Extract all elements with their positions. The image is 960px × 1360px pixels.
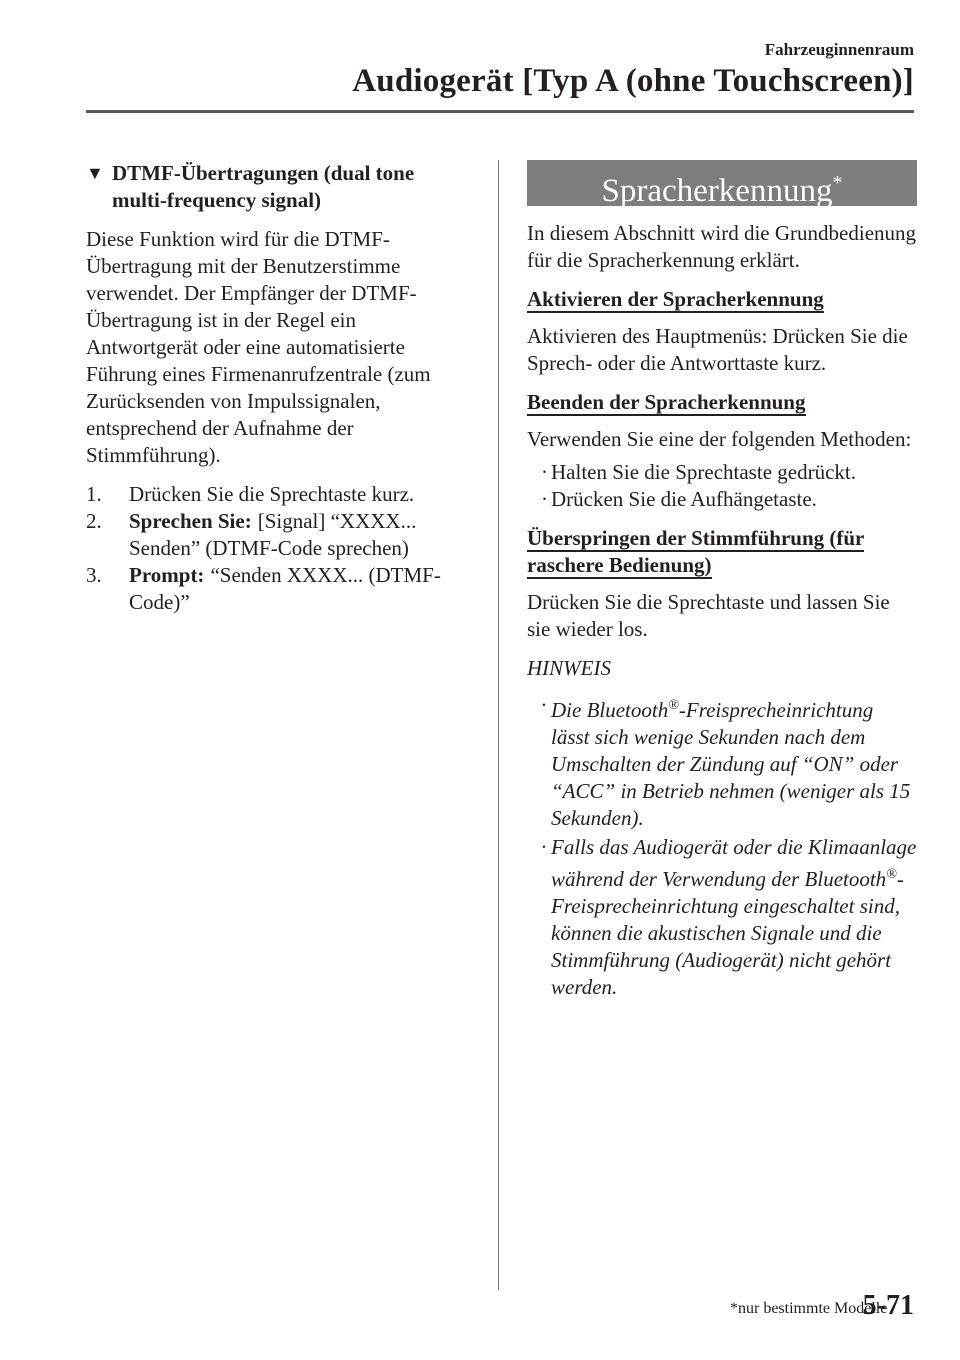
skip-text: Drücken Sie die Sprechtaste und lassen Sie sie wieder los. bbox=[527, 590, 890, 641]
section-banner bbox=[527, 160, 917, 209]
footnote: *nur bestimmte Modelle bbox=[730, 1300, 888, 1317]
step-text: [Signal] “XXXX... Senden” (DTMF-Code sprechen) bbox=[129, 509, 417, 560]
end-bullet-list bbox=[527, 459, 917, 513]
left-column bbox=[86, 160, 466, 616]
step-item bbox=[86, 481, 466, 508]
bullet-icon: · bbox=[541, 460, 548, 484]
bullet-icon: · bbox=[541, 693, 547, 717]
list-item: · Drücken Sie die Aufhängetaste. bbox=[541, 487, 817, 511]
step-number: 1. bbox=[86, 482, 102, 506]
list-item: · Halten Sie die Sprechtaste gedrückt. bbox=[541, 460, 856, 484]
section-intro: In diesem Abschnitt wird die Grundbedienung für die Spracherkennung erklärt. bbox=[527, 221, 917, 272]
note-text: Falls das Audiogerät oder die Klimaanlage während der Verwendung der Bluetooth®-Freisprecheinrichtung eingeschaltet sind, können die akustischen Signale und die Stimmführung (Audiogerät) nicht gehört werden. bbox=[551, 835, 917, 999]
dtmf-heading-text: DTMF-Übertragungen (dual tone multi-frequency signal) bbox=[112, 161, 415, 212]
dtmf-intro: Diese Funktion wird für die DTMF-Übertragung mit der Benutzerstimme verwendet. Der Empfänger der DTMF-Übertragung ist in der Regel ein Antwortgerät oder eine automatisierte Führung eines Firmenanrufzentrale (zum Zurücksenden von Impulssignalen, entsprechend der Aufnahme der Stimmführung). bbox=[86, 227, 431, 467]
note-item bbox=[541, 692, 917, 832]
note-item bbox=[541, 834, 917, 1001]
step-body bbox=[129, 562, 466, 616]
page-title: Audiogerät [Typ A (ohne Touchscreen)] bbox=[352, 63, 914, 99]
step-number: 3. bbox=[86, 563, 102, 587]
step-text: “Senden XXXX... (DTMF-Code)” bbox=[129, 563, 441, 614]
end-heading: Beenden der Spracherkennung bbox=[527, 390, 806, 414]
end-text: Verwenden Sie eine der folgenden Methoden: bbox=[527, 427, 912, 451]
step-number: 2. bbox=[86, 509, 102, 533]
step-text: Drücken Sie die Sprechtaste kurz. bbox=[129, 482, 415, 506]
step-label: Sprechen Sie: bbox=[129, 509, 252, 533]
note-label: HINWEIS bbox=[527, 656, 611, 680]
activate-heading: Aktivieren der Spracherkennung bbox=[527, 287, 824, 311]
header-category: Fahrzeuginnenraum bbox=[764, 40, 914, 59]
right-column bbox=[527, 160, 917, 1003]
note-text: Die Bluetooth®-Freisprecheinrichtung lässt sich wenige Sekunden nach dem Umschalten der Zündung auf “ON” oder “ACC” in Betrieb nehmen (weniger als 15 Sekunden). bbox=[551, 698, 911, 830]
activate-text: Aktivieren des Hauptmenüs: Drücken Sie die Sprech- oder die Antworttaste kurz. bbox=[527, 324, 908, 375]
page-number: 5-71 bbox=[862, 1290, 914, 1321]
section-title: Spracherkennung bbox=[601, 173, 833, 209]
step-label: Prompt: bbox=[129, 563, 205, 587]
step-item bbox=[86, 508, 466, 562]
dtmf-steps bbox=[86, 481, 466, 616]
header-rule bbox=[86, 110, 914, 113]
step-body bbox=[129, 508, 466, 562]
step-item bbox=[86, 562, 466, 616]
dtmf-heading bbox=[86, 160, 466, 214]
triangle-marker-icon: ▼ bbox=[86, 163, 104, 183]
column-divider bbox=[498, 160, 499, 1290]
asterisk-mark: * bbox=[832, 172, 843, 194]
skip-heading: Überspringen der Stimmführung (für raschere Bedienung) bbox=[527, 526, 865, 577]
note-list bbox=[527, 692, 917, 1001]
bullet-icon: · bbox=[541, 835, 547, 859]
bullet-icon: · bbox=[541, 487, 548, 511]
